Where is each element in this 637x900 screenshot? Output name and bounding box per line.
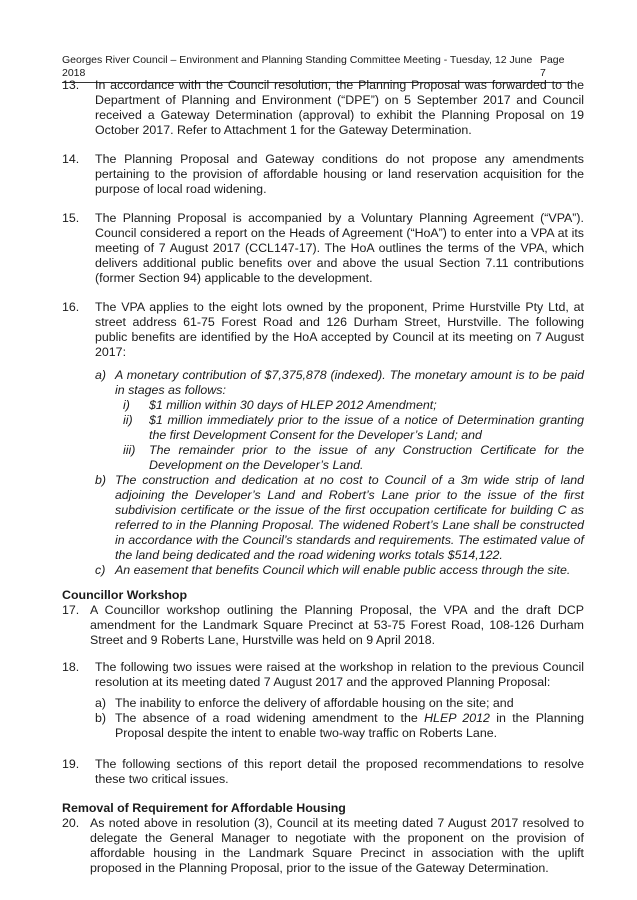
paragraph-text: The Planning Proposal and Gateway conditions do not propose any amendments pertaining to the provision of affordable housing or land reservation acquisition for the purpose of local road widening. [95,152,584,196]
paragraph-text: A Councillor workshop outlining the Planning Proposal, the VPA and the draft DCP amendment for the Landmark Square Precinct at 53-75 Forest Road, 108-126 Durham Street and 9 Roberts Lane, Hurstville was held on 9 April 2018. [90,603,584,647]
list-item-ii [123,413,584,443]
paragraph-number: 17. [62,603,80,617]
item-text: The remainder prior to the issue of any Construction Certificate for the Development on the Developer’s Land. [149,443,584,472]
header-title: Georges River Council – Environment and Planning Standing Committee Meeting - Tuesday, 12 June 2018 [62,54,533,79]
item-label: iii) [123,443,136,457]
paragraph-text: The VPA applies to the eight lots owned by the proponent, Prime Hurstville Pty Ltd, at street address 61-75 Forest Road and 126 Durham Street, Hurstville. The following public benefits are identified by the HoA accepted by Council at its meeting on 7 August 2017: [95,300,584,359]
list-item-b [95,473,584,563]
benefits-list [95,368,584,578]
paragraph-16 [62,300,584,360]
item-text: $1 million within 30 days of HLEP 2012 Amendment; [149,398,437,412]
paragraph-13 [62,78,584,138]
item-text-part: in the Planning Proposal despite the intent to enable two-way traffic on Roberts Lane. [115,711,585,740]
list-item-c [95,563,584,578]
item-text: The inability to enforce the delivery of affordable housing on the site; and [115,696,514,710]
paragraph-number: 19. [62,757,80,771]
paragraph-14 [62,152,584,197]
item-label: a) [95,696,107,710]
page-number: Page 7 [539,54,565,79]
item-label: b) [95,711,107,725]
paragraph-number: 13. [62,78,80,92]
paragraph-18 [62,660,584,690]
item-text: The construction and dedication at no cost to Council of a 3m wide strip of land adjoining the Developer’s Land and Robert’s Lane prior to the issue of the first subdivision certificate or the issue of the first occupation certificate for building C as referred to in the Planning Proposal. The widened Robert’s Lane shall be constructed in accordance with the Council’s standards and requirements. The estimated value of the land being dedicated and the road widening works totals $514,122. [115,473,584,562]
payment-stages-list [115,398,584,473]
paragraph-15 [62,211,584,286]
issues-list [95,696,584,741]
list-item-b [95,711,584,741]
section-heading: Removal of Requirement for Affordable Housing [62,801,346,815]
item-label: ii) [123,413,133,427]
paragraph-text: The following sections of this report detail the proposed recommendations to resolve these two critical issues. [95,757,584,786]
paragraph-17 [62,603,584,648]
item-text: An easement that benefits Council which will enable public access through the site. [115,563,571,577]
item-text-part: The absence of a road widening amendment to the [115,711,425,725]
item-label: b) [95,473,107,487]
paragraph-text: The following two issues were raised at the workshop in relation to the previous Council resolution at its meeting dated 7 August 2017 and the approved Planning Proposal: [95,660,584,689]
paragraph-text: The Planning Proposal is accompanied by a Voluntary Planning Agreement (“VPA”). Council considered a report on the Heads of Agreement (“HoA”) to enter into a VPA at its meeting of 7 August 2017 (CCL147-17). The HoA outlines the terms of the VPA, which delivers additional public benefits over and above the usual Section 7.11 contributions (former Section 94) applicable to the development. [95,211,584,285]
paragraph-number: 16. [62,300,80,314]
paragraph-text: In accordance with the Council resolution, the Planning Proposal was forwarded to the Department of Planning and Environment (“DPE”) on 5 September 2017 and Council received a Gateway Determination (approval) to exhibit the Planning Proposal on 19 October 2017. Refer to Attachment 1 for the Gateway Determination. [95,78,584,137]
paragraph-number: 18. [62,660,80,674]
document-body [62,78,584,876]
item-label: c) [95,563,106,577]
item-text [115,711,584,741]
list-item-i [123,398,584,413]
paragraph-number: 15. [62,211,80,225]
item-label: a) [95,368,107,382]
section-heading: Councillor Workshop [62,588,188,602]
item-text-emphasis: HLEP 2012 [424,711,490,725]
paragraph-19 [62,757,584,787]
paragraph-20 [62,816,584,876]
item-text: A monetary contribution of $7,375,878 (indexed). The monetary amount is to be paid in stages as follows: [115,368,584,397]
paragraph-text: As noted above in resolution (3), Council at its meeting dated 7 August 2017 resolved to delegate the General Manager to negotiate with the proponent on the provision of affordable housing in the Landmark Square Precinct in association with the uplift proposed in the Planning Proposal, prior to the issue of the Gateway Determination. [90,816,584,875]
item-label: i) [123,398,130,412]
list-item-a [95,368,584,398]
paragraph-number: 14. [62,152,80,166]
list-item-iii [123,443,584,473]
list-item-a [95,696,584,711]
item-text: $1 million immediately prior to the issue of a notice of Determination granting the first Development Consent for the Developer’s Land; and [149,413,584,442]
paragraph-number: 20. [62,816,80,830]
